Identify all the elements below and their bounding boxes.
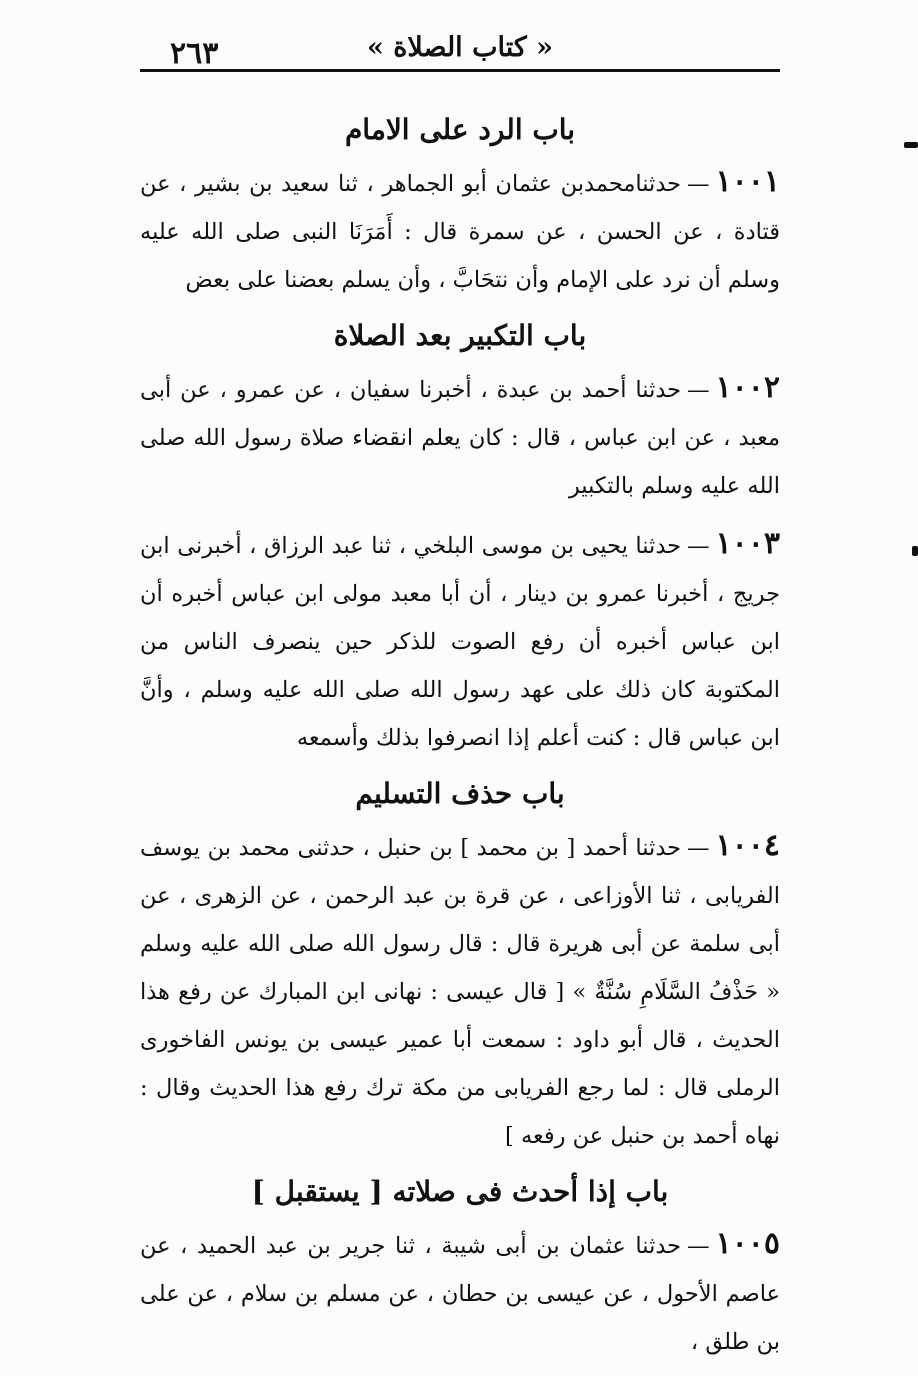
- hadith-dash: —: [687, 835, 710, 861]
- hadith-paragraph: [140, 158, 780, 304]
- page-body: [140, 100, 780, 1376]
- chapter-title: باب التكبير بعد الصلاة: [333, 319, 587, 352]
- hadith-dash: —: [687, 533, 710, 559]
- hadith-paragraph: [140, 520, 780, 762]
- hadith-number: ١٠٠١: [715, 164, 780, 199]
- chapter-title: باب الرد على الامام: [344, 113, 576, 146]
- hadith-text: حدثنامحمدبن عثمان أبو الجماهر ، ثنا سعيد بن بشير ، عن قتادة ، عن الحسن ، عن سمرة قال : أَمَرَنَا النبى صلى الله عليه وسلم أن نرد على الإمام وأن نتحَابَّ ، وأن يسلم بعضنا على بعض: [140, 171, 780, 293]
- hadith-paragraph: [140, 1220, 780, 1366]
- chapter-title: باب إذا أحدث فى صلاته [ يستقبل ]: [251, 1175, 669, 1208]
- running-title: « كتاب الصلاة »: [367, 32, 553, 63]
- hadith-number: ١٠٠٢: [715, 370, 780, 405]
- hadith-text: حدثنا أحمد [ بن محمد ] بن حنبل ، حدثنى محمد بن يوسف الفريابى ، ثنا الأوزاعى ، عن قرة بن عبد الرحمن ، عن الزهرى ، عن أبى سلمة عن أبى هريرة قال : قال رسول الله صلى الله عليه وسلم « حَذْفُ السَّلَامِ سُنَّةٌ » [ قال عيسى : نهانى ابن المبارك عن رفع هذا الحديث ، قال أبو داود : سمعت أبا عمير عيسى بن يونس الفاخورى الرملى قال : لما رجع الفريابى من مكة ترك رفع هذا الحديث وقال : نهاه أحمد بن حنبل عن رفعه ]: [140, 835, 780, 1149]
- page-number: ٢٦٣: [170, 36, 219, 71]
- hadith-dash: —: [687, 377, 710, 403]
- chapter-title: باب حذف التسليم: [355, 777, 565, 810]
- hadith-number: ١٠٠٥: [715, 1226, 780, 1261]
- hadith-text: حدثنا يحيى بن موسى البلخي ، ثنا عبد الرزاق ، أخبرنى ابن جريج ، أخبرنا عمرو بن دينار ، أن أبا معبد مولى ابن عباس أخبره أن ابن عباس أخبره أن رفع الصوت للذكر حين ينصرف الناس من المكتوبة كان ذلك على عهد رسول الله صلى الله عليه وسلم ، وأنَّ ابن عباس قال : كنت أعلم إذا انصرفوا بذلك وأسمعه: [140, 533, 780, 751]
- hadith-paragraph: [140, 822, 780, 1160]
- hadith-dash: —: [687, 171, 710, 197]
- margin-mark-top: [904, 142, 918, 148]
- hadith-number: ١٠٠٣: [715, 526, 780, 561]
- margin-mark-middle: [912, 546, 918, 556]
- hadith-paragraph: [140, 364, 780, 510]
- hadith-text: حدثنا أحمد بن عبدة ، أخبرنا سفيان ، عن عمرو ، عن أبى معبد ، عن ابن عباس ، قال : كان يعلم انقضاء صلاة رسول الله صلى الله عليه وسلم بالتكبير: [140, 377, 780, 499]
- page-header: [140, 30, 780, 70]
- hadith-text: حدثنا عثمان بن أبى شيبة ، ثنا جرير بن عبد الحميد ، عن عاصم الأحول ، عن عيسى بن حطان ، عن مسلم بن سلام ، عن على بن طلق ،: [140, 1233, 780, 1355]
- hadith-dash: —: [687, 1233, 710, 1259]
- header-rule: [140, 69, 780, 72]
- hadith-number: ١٠٠٤: [715, 828, 780, 863]
